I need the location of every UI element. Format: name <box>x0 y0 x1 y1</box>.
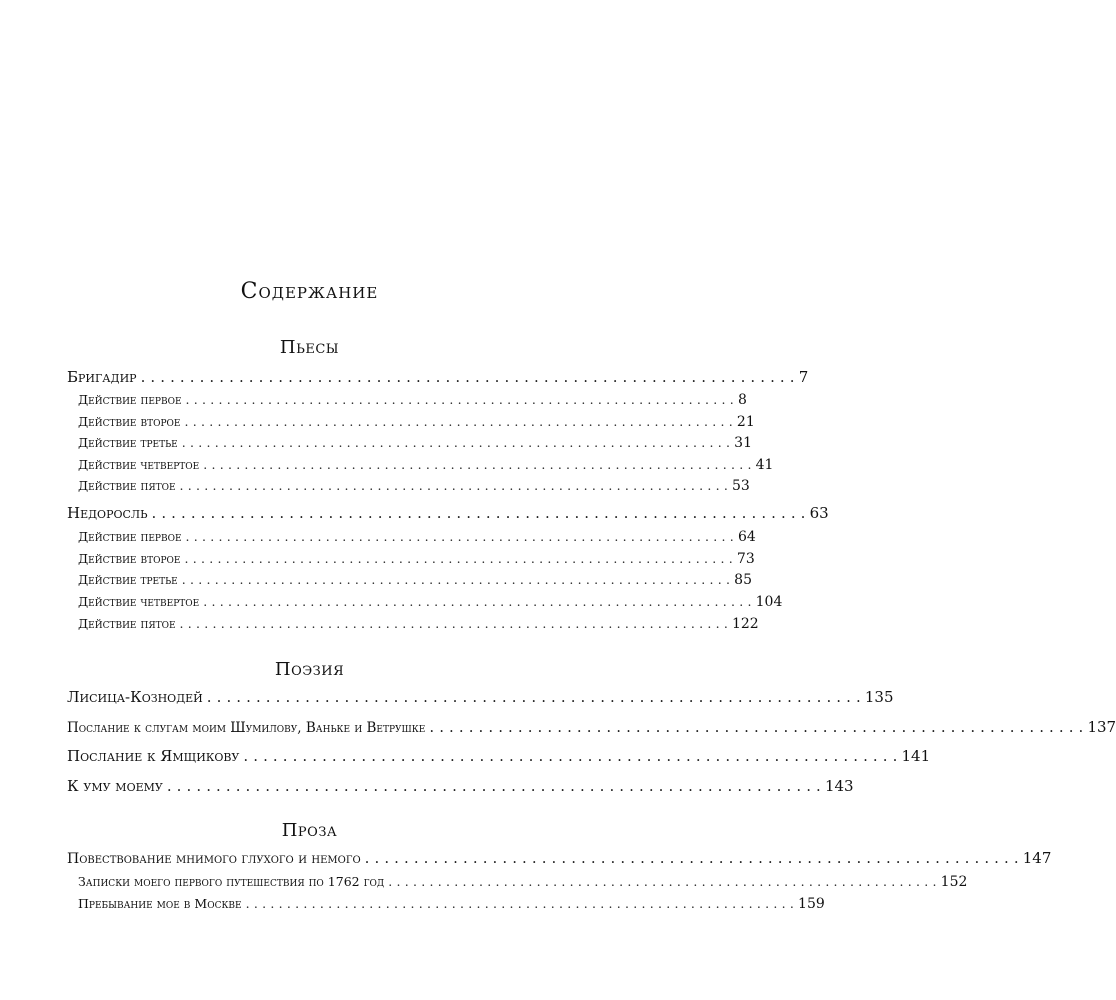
toc-entry-page: 31 <box>734 435 752 451</box>
toc-subentry[interactable] <box>78 873 968 891</box>
toc-subentry[interactable] <box>78 456 774 474</box>
toc-entry-label: Действие пятое <box>78 616 176 631</box>
toc-entry-page: 135 <box>864 688 894 706</box>
toc-entry-label: Действие четвертое <box>78 594 200 609</box>
leader-dots: . . . . . . . . . . . . . . . . . . . . . . . . . . . . . . . . . . . . . . . . . . . . . . . . . . . . . . . . . . . . . . . . . . . <box>185 529 734 544</box>
toc-title: Содержание <box>240 279 379 304</box>
leader-dots: . . . . . . . . . . . . . . . . . . . . . . . . . . . . . . . . . . . . . . . . . . . . . . . . . . . . . . . . . . . . . . . . . . . <box>151 504 806 522</box>
toc-entry-label: Действие второе <box>78 551 181 566</box>
toc-entry-label: Действие первое <box>78 392 182 407</box>
toc-entry-label: Послание к слугам моим Шумилову, Ваньке и Ветрушке <box>67 720 426 736</box>
toc-entry-page: 152 <box>940 874 968 890</box>
toc-entry-label: Действие пятое <box>78 478 176 493</box>
toc-entry-label: Записки моего первого путешествия по 1762 год <box>78 874 385 889</box>
toc-entry[interactable] <box>67 368 809 386</box>
toc-entry-page: 104 <box>755 594 783 610</box>
toc-entry-label: Действие четвертое <box>78 457 200 472</box>
section-heading-plays: Пьесы <box>279 337 340 358</box>
leader-dots: . . . . . . . . . . . . . . . . . . . . . . . . . . . . . . . . . . . . . . . . . . . . . . . . . . . . . . . . . . . . . . . . . . . <box>179 616 728 631</box>
leader-dots: . . . . . . . . . . . . . . . . . . . . . . . . . . . . . . . . . . . . . . . . . . . . . . . . . . . . . . . . . . . . . . . . . . . <box>181 435 731 450</box>
toc-entry[interactable] <box>67 688 894 706</box>
leader-dots: . . . . . . . . . . . . . . . . . . . . . . . . . . . . . . . . . . . . . . . . . . . . . . . . . . . . . . . . . . . . . . . . . . . <box>185 392 734 407</box>
toc-subentry[interactable] <box>78 550 755 568</box>
leader-dots: . . . . . . . . . . . . . . . . . . . . . . . . . . . . . . . . . . . . . . . . . . . . . . . . . . . . . . . . . . . . . . . . . . . <box>243 747 898 765</box>
leader-dots: . . . . . . . . . . . . . . . . . . . . . . . . . . . . . . . . . . . . . . . . . . . . . . . . . . . . . . . . . . . . . . . . . . . <box>206 688 861 706</box>
toc-entry-page: 122 <box>731 616 759 632</box>
toc-subentry[interactable] <box>78 413 755 431</box>
section-heading-prose: Проза <box>281 820 338 841</box>
toc-entry-page: 85 <box>734 572 752 588</box>
toc-entry[interactable] <box>67 849 1052 868</box>
leader-dots: . . . . . . . . . . . . . . . . . . . . . . . . . . . . . . . . . . . . . . . . . . . . . . . . . . . . . . . . . . . . . . . . . . . <box>429 718 1084 736</box>
toc-subentry[interactable] <box>78 571 752 589</box>
toc-entry-label: К уму моему <box>67 777 163 795</box>
leader-dots: . . . . . . . . . . . . . . . . . . . . . . . . . . . . . . . . . . . . . . . . . . . . . . . . . . . . . . . . . . . . . . . . . . . <box>245 896 795 911</box>
leader-dots: . . . . . . . . . . . . . . . . . . . . . . . . . . . . . . . . . . . . . . . . . . . . . . . . . . . . . . . . . . . . . . . . . . . <box>140 368 795 386</box>
toc-entry-page: 147 <box>1022 849 1052 867</box>
toc-subentry[interactable] <box>78 391 747 409</box>
toc-entry-label: Действие второе <box>78 414 181 429</box>
toc-entry-label: Бригадир <box>67 368 137 386</box>
toc-subentry[interactable] <box>78 477 750 495</box>
toc-entry-page: 8 <box>737 392 747 408</box>
toc-entry-page: 64 <box>737 529 756 545</box>
toc-entry-label: Послание к Ямщикову <box>67 747 240 765</box>
leader-dots: . . . . . . . . . . . . . . . . . . . . . . . . . . . . . . . . . . . . . . . . . . . . . . . . . . . . . . . . . . . . . . . . . . . <box>203 594 752 609</box>
toc-entry-page: 41 <box>755 457 774 473</box>
toc-entry-label: Действие третье <box>78 572 178 587</box>
toc-entry[interactable] <box>67 718 1116 737</box>
leader-dots: . . . . . . . . . . . . . . . . . . . . . . . . . . . . . . . . . . . . . . . . . . . . . . . . . . . . . . . . . . . . . . . . . . . <box>184 551 733 566</box>
toc-entry-page: 7 <box>798 368 809 386</box>
toc-entry-label: Действие первое <box>78 529 182 544</box>
toc-entry-page: 73 <box>736 551 755 567</box>
leader-dots: . . . . . . . . . . . . . . . . . . . . . . . . . . . . . . . . . . . . . . . . . . . . . . . . . . . . . . . . . . . . . . . . . . . <box>179 478 728 493</box>
leader-dots: . . . . . . . . . . . . . . . . . . . . . . . . . . . . . . . . . . . . . . . . . . . . . . . . . . . . . . . . . . . . . . . . . . . <box>166 777 821 795</box>
toc-entry-label: Повествование мнимого глухого и немого <box>67 851 361 867</box>
toc-entry-label: Действие третье <box>78 435 178 450</box>
toc-entry-label: Пребывание мое в Москве <box>78 896 242 911</box>
toc-entry-page: 21 <box>736 414 755 430</box>
toc-entry-label: Лисица-Кознодей <box>67 688 203 706</box>
toc-entry[interactable] <box>67 504 829 522</box>
toc-entry-page: 143 <box>824 777 854 795</box>
toc-subentry[interactable] <box>78 434 752 452</box>
toc-entry-page: 137 <box>1087 718 1116 736</box>
leader-dots: . . . . . . . . . . . . . . . . . . . . . . . . . . . . . . . . . . . . . . . . . . . . . . . . . . . . . . . . . . . . . . . . . . . <box>181 572 731 587</box>
toc-entry-page: 63 <box>809 504 829 522</box>
toc-subentry[interactable] <box>78 593 783 611</box>
toc-subentry[interactable] <box>78 528 756 546</box>
leader-dots: . . . . . . . . . . . . . . . . . . . . . . . . . . . . . . . . . . . . . . . . . . . . . . . . . . . . . . . . . . . . . . . . . . . <box>388 874 937 889</box>
toc-entry-page: 53 <box>731 478 750 494</box>
toc-entry[interactable] <box>67 747 931 765</box>
toc-entry-page: 159 <box>798 896 825 912</box>
leader-dots: . . . . . . . . . . . . . . . . . . . . . . . . . . . . . . . . . . . . . . . . . . . . . . . . . . . . . . . . . . . . . . . . . . . <box>203 457 752 472</box>
toc-subentry[interactable] <box>78 895 825 913</box>
toc-entry-label: Недоросль <box>67 504 148 522</box>
toc-entry-page: 141 <box>901 747 931 765</box>
leader-dots: . . . . . . . . . . . . . . . . . . . . . . . . . . . . . . . . . . . . . . . . . . . . . . . . . . . . . . . . . . . . . . . . . . . <box>184 414 733 429</box>
toc-entry[interactable] <box>67 777 854 795</box>
section-heading-poetry: Поэзия <box>274 659 345 680</box>
toc-subentry[interactable] <box>78 615 759 633</box>
leader-dots: . . . . . . . . . . . . . . . . . . . . . . . . . . . . . . . . . . . . . . . . . . . . . . . . . . . . . . . . . . . . . . . . . . . <box>364 849 1019 867</box>
